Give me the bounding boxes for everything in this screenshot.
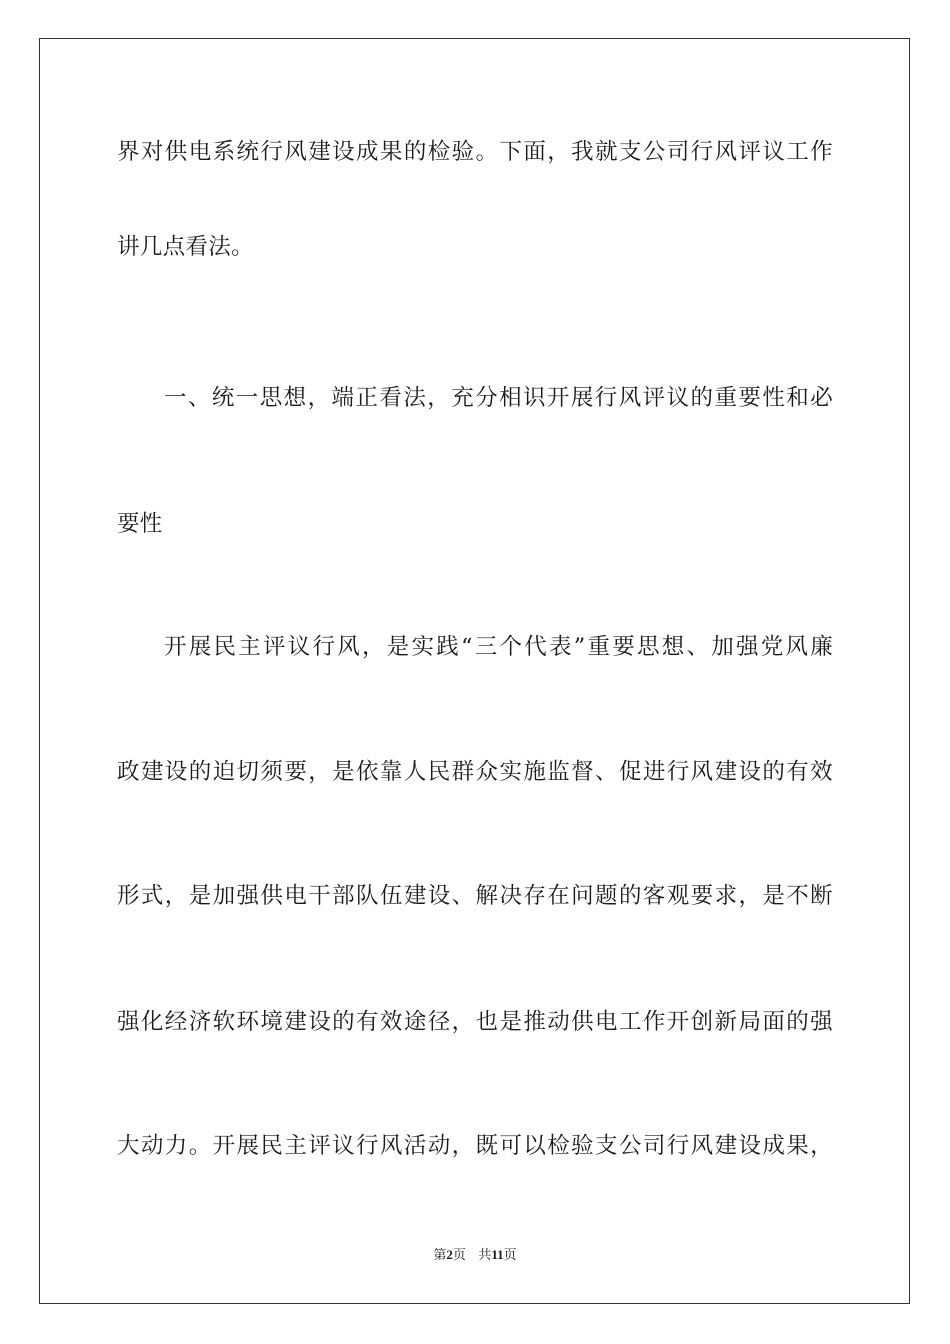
page-prefix: 第 bbox=[433, 1248, 447, 1263]
paragraph-line: 讲几点看法。 bbox=[117, 234, 254, 260]
section-heading-line: 一、统一思想，端正看法，充分相识开展行风评议的重要性和必 bbox=[164, 385, 833, 411]
total-unit: 页 bbox=[503, 1248, 517, 1263]
paragraph-line: 政建设的迫切须要，是依靠人民群众实施监督、促进行风建设的有效 bbox=[117, 759, 833, 785]
page-border bbox=[39, 38, 910, 1304]
total-page-count: 11 bbox=[491, 1247, 504, 1262]
paragraph-line: 界对供电系统行风建设成果的检验。下面，我就支公司行风评议工作 bbox=[117, 139, 833, 165]
paragraph-line: 开展民主评议行风，是实践“三个代表”重要思想、加强党风廉 bbox=[164, 634, 833, 660]
total-prefix: 共 bbox=[478, 1248, 492, 1263]
section-heading-line: 要性 bbox=[117, 511, 163, 537]
paragraph-line: 强化经济软环境建设的有效途径，也是推动供电工作开创新局面的强 bbox=[117, 1009, 833, 1035]
page-footer bbox=[0, 1246, 950, 1265]
current-page-number: 2 bbox=[446, 1247, 453, 1262]
paragraph-line: 形式，是加强供电干部队伍建设、解决存在问题的客观要求，是不断 bbox=[117, 883, 833, 909]
paragraph-line: 大动力。开展民主评议行风活动，既可以检验支公司行风建设成果， bbox=[117, 1133, 833, 1159]
page-unit: 页 bbox=[452, 1248, 466, 1263]
